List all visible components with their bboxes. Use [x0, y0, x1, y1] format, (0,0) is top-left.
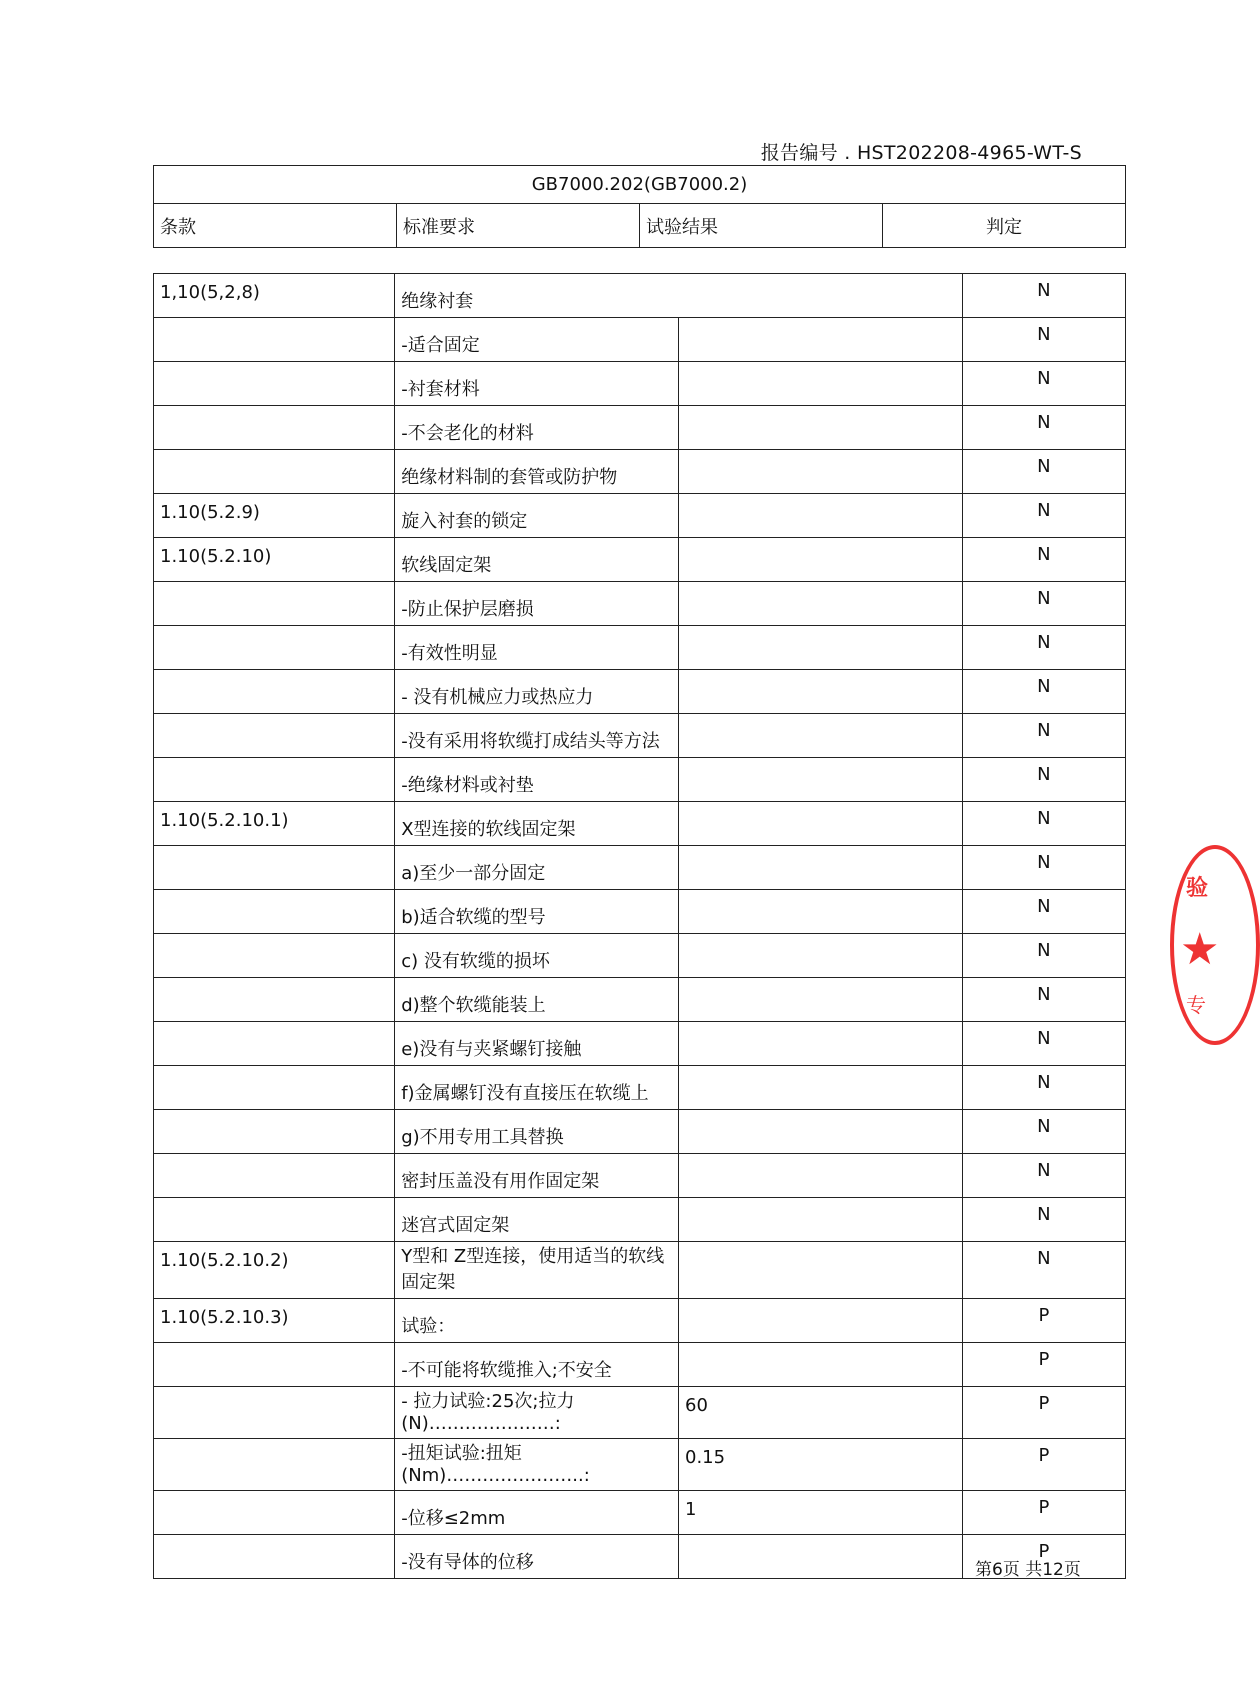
- clause-cell: [154, 1491, 395, 1535]
- result-cell: [679, 714, 963, 758]
- requirement-cell: 绝缘衬套: [395, 274, 963, 318]
- clause-cell: [154, 890, 395, 934]
- verdict-cell: N: [962, 406, 1125, 450]
- requirement-cell: b)适合软缆的型号: [395, 890, 679, 934]
- requirement-cell: a)至少一部分固定: [395, 846, 679, 890]
- table-row: [154, 1387, 1126, 1439]
- clause-cell: [154, 362, 395, 406]
- clause-cell: 1,10(5,2,8): [154, 274, 395, 318]
- header-table: [153, 165, 1126, 248]
- result-cell: [679, 1343, 963, 1387]
- table-row: [154, 406, 1126, 450]
- table-row: [154, 890, 1126, 934]
- clause-cell: [154, 758, 395, 802]
- red-seal-stamp: [1170, 845, 1260, 1045]
- result-cell: [679, 318, 963, 362]
- clause-cell: [154, 1022, 395, 1066]
- table-row: [154, 538, 1126, 582]
- clause-cell: [154, 318, 395, 362]
- clause-cell: [154, 670, 395, 714]
- result-cell: [679, 934, 963, 978]
- table-row: [154, 846, 1126, 890]
- requirement-cell: -没有导体的位移: [395, 1535, 679, 1579]
- result-cell: [679, 1066, 963, 1110]
- table-row: [154, 1343, 1126, 1387]
- verdict-cell: N: [962, 450, 1125, 494]
- table-row: [154, 1066, 1126, 1110]
- requirement-cell: X型连接的软线固定架: [395, 802, 679, 846]
- clause-cell: [154, 1154, 395, 1198]
- result-cell: [679, 758, 963, 802]
- clause-cell: 1.10(5.2.10.3): [154, 1299, 395, 1343]
- clause-cell: [154, 978, 395, 1022]
- verdict-cell: N: [962, 582, 1125, 626]
- result-cell: [679, 626, 963, 670]
- result-cell: [679, 582, 963, 626]
- requirement-cell: -适合固定: [395, 318, 679, 362]
- requirement-cell: f)金属螺钉没有直接压在软缆上: [395, 1066, 679, 1110]
- requirement-cell: 迷宫式固定架: [395, 1198, 679, 1242]
- table-row: [154, 494, 1126, 538]
- verdict-cell: P: [962, 1439, 1125, 1491]
- result-cell: [679, 1242, 963, 1299]
- result-cell: [679, 670, 963, 714]
- clause-cell: [154, 582, 395, 626]
- result-cell: [679, 1110, 963, 1154]
- verdict-cell: N: [962, 758, 1125, 802]
- table-row: [154, 714, 1126, 758]
- clause-cell: [154, 714, 395, 758]
- clause-cell: [154, 450, 395, 494]
- verdict-cell: N: [962, 318, 1125, 362]
- verdict-cell: N: [962, 538, 1125, 582]
- clause-cell: [154, 406, 395, 450]
- result-cell: [679, 362, 963, 406]
- result-cell: [679, 846, 963, 890]
- stamp-star-icon: ★: [1180, 924, 1220, 975]
- table-row: [154, 978, 1126, 1022]
- requirement-cell: -绝缘材料或衬垫: [395, 758, 679, 802]
- page-footer: 第6页 共12页: [975, 1560, 1081, 1580]
- verdict-cell: P: [962, 1299, 1125, 1343]
- requirement-cell: c) 没有软缆的损坏: [395, 934, 679, 978]
- verdict-cell: N: [962, 934, 1125, 978]
- clause-cell: [154, 1387, 395, 1439]
- table-row: [154, 450, 1126, 494]
- verdict-cell: N: [962, 1242, 1125, 1299]
- table-row: [154, 274, 1126, 318]
- clause-cell: 1.10(5.2.9): [154, 494, 395, 538]
- col-header-requirement: 标准要求: [397, 204, 640, 248]
- clause-cell: [154, 1110, 395, 1154]
- requirement-cell: - 拉力试验:25次;拉力(N)…………………:: [395, 1387, 679, 1439]
- table-row: [154, 1242, 1126, 1299]
- verdict-cell: N: [962, 1022, 1125, 1066]
- result-cell: [679, 1154, 963, 1198]
- table-row: [154, 934, 1126, 978]
- report-number: 报告编号 . HST202208-4965-WT-S: [760, 142, 1082, 164]
- table-row: [154, 582, 1126, 626]
- col-header-verdict: 判定: [883, 204, 1126, 248]
- table-row: [154, 670, 1126, 714]
- verdict-cell: N: [962, 494, 1125, 538]
- verdict-cell: N: [962, 802, 1125, 846]
- verdict-cell: N: [962, 1110, 1125, 1154]
- result-cell: [679, 406, 963, 450]
- result-cell: [679, 1535, 963, 1579]
- verdict-cell: N: [962, 846, 1125, 890]
- requirement-cell: 绝缘材料制的套管或防护物: [395, 450, 679, 494]
- stamp-char-bottom: 专: [1186, 993, 1206, 1017]
- verdict-cell: N: [962, 670, 1125, 714]
- clause-cell: [154, 1343, 395, 1387]
- table-row: [154, 758, 1126, 802]
- verdict-cell: N: [962, 1066, 1125, 1110]
- verdict-cell: N: [962, 714, 1125, 758]
- table-row: [154, 362, 1126, 406]
- table-row: [154, 1491, 1126, 1535]
- result-cell: [679, 890, 963, 934]
- requirement-cell: 试验：: [395, 1299, 679, 1343]
- requirement-cell: -衬套材料: [395, 362, 679, 406]
- verdict-cell: N: [962, 362, 1125, 406]
- result-cell: 0.15: [679, 1439, 963, 1491]
- result-cell: [679, 1198, 963, 1242]
- clause-cell: [154, 1066, 395, 1110]
- requirement-cell: 软线固定架: [395, 538, 679, 582]
- table-row: [154, 318, 1126, 362]
- table-row: [154, 626, 1126, 670]
- clause-cell: [154, 934, 395, 978]
- clause-cell: 1.10(5.2.10): [154, 538, 395, 582]
- clause-cell: [154, 846, 395, 890]
- requirement-cell: e)没有与夹紧螺钉接触: [395, 1022, 679, 1066]
- requirement-cell: 旋入衬套的锁定: [395, 494, 679, 538]
- requirement-cell: -没有采用将软缆打成结头等方法: [395, 714, 679, 758]
- result-cell: 60: [679, 1387, 963, 1439]
- result-cell: [679, 1299, 963, 1343]
- result-cell: [679, 538, 963, 582]
- verdict-cell: P: [962, 1535, 1125, 1579]
- requirement-cell: -防止保护层磨损: [395, 582, 679, 626]
- clause-cell: [154, 1198, 395, 1242]
- requirement-cell: - 没有机械应力或热应力: [395, 670, 679, 714]
- standard-title: GB7000.202(GB7000.2): [154, 166, 1126, 204]
- table-row: [154, 1110, 1126, 1154]
- table-row: [154, 1198, 1126, 1242]
- verdict-cell: P: [962, 1387, 1125, 1439]
- requirement-cell: -位移≤2mm: [395, 1491, 679, 1535]
- result-cell: [679, 1022, 963, 1066]
- result-cell: [679, 450, 963, 494]
- clause-cell: [154, 1535, 395, 1579]
- requirement-cell: d)整个软缆能装上: [395, 978, 679, 1022]
- verdict-cell: N: [962, 626, 1125, 670]
- clause-cell: 1.10(5.2.10.1): [154, 802, 395, 846]
- verdict-cell: N: [962, 274, 1125, 318]
- clause-cell: 1.10(5.2.10.2): [154, 1242, 395, 1299]
- clause-cell: [154, 626, 395, 670]
- verdict-cell: N: [962, 978, 1125, 1022]
- table-row: [154, 802, 1126, 846]
- requirement-cell: -不可能将软缆推入;不安全: [395, 1343, 679, 1387]
- table-row: [154, 1154, 1126, 1198]
- table-row: [154, 1439, 1126, 1491]
- col-header-clause: 条款: [154, 204, 397, 248]
- result-cell: 1: [679, 1491, 963, 1535]
- verdict-cell: P: [962, 1343, 1125, 1387]
- result-cell: [679, 978, 963, 1022]
- result-cell: [679, 494, 963, 538]
- requirements-table: [153, 273, 1126, 1579]
- requirement-cell: 密封压盖没有用作固定架: [395, 1154, 679, 1198]
- table-row: [154, 1022, 1126, 1066]
- requirement-cell: -有效性明显: [395, 626, 679, 670]
- requirement-cell: g)不用专用工具替换: [395, 1110, 679, 1154]
- verdict-cell: N: [962, 890, 1125, 934]
- table-row: [154, 1299, 1126, 1343]
- col-header-result: 试验结果: [640, 204, 883, 248]
- requirement-cell: -扭矩试验:扭矩 (Nm)…………………..:: [395, 1439, 679, 1491]
- verdict-cell: N: [962, 1198, 1125, 1242]
- requirement-cell: -不会老化的材料: [395, 406, 679, 450]
- clause-cell: [154, 1439, 395, 1491]
- requirement-cell: Y型和 Z型连接，使用适当的软线固定架: [395, 1242, 679, 1299]
- verdict-cell: N: [962, 1154, 1125, 1198]
- result-cell: [679, 802, 963, 846]
- verdict-cell: P: [962, 1491, 1125, 1535]
- stamp-char-top: 验: [1186, 876, 1209, 901]
